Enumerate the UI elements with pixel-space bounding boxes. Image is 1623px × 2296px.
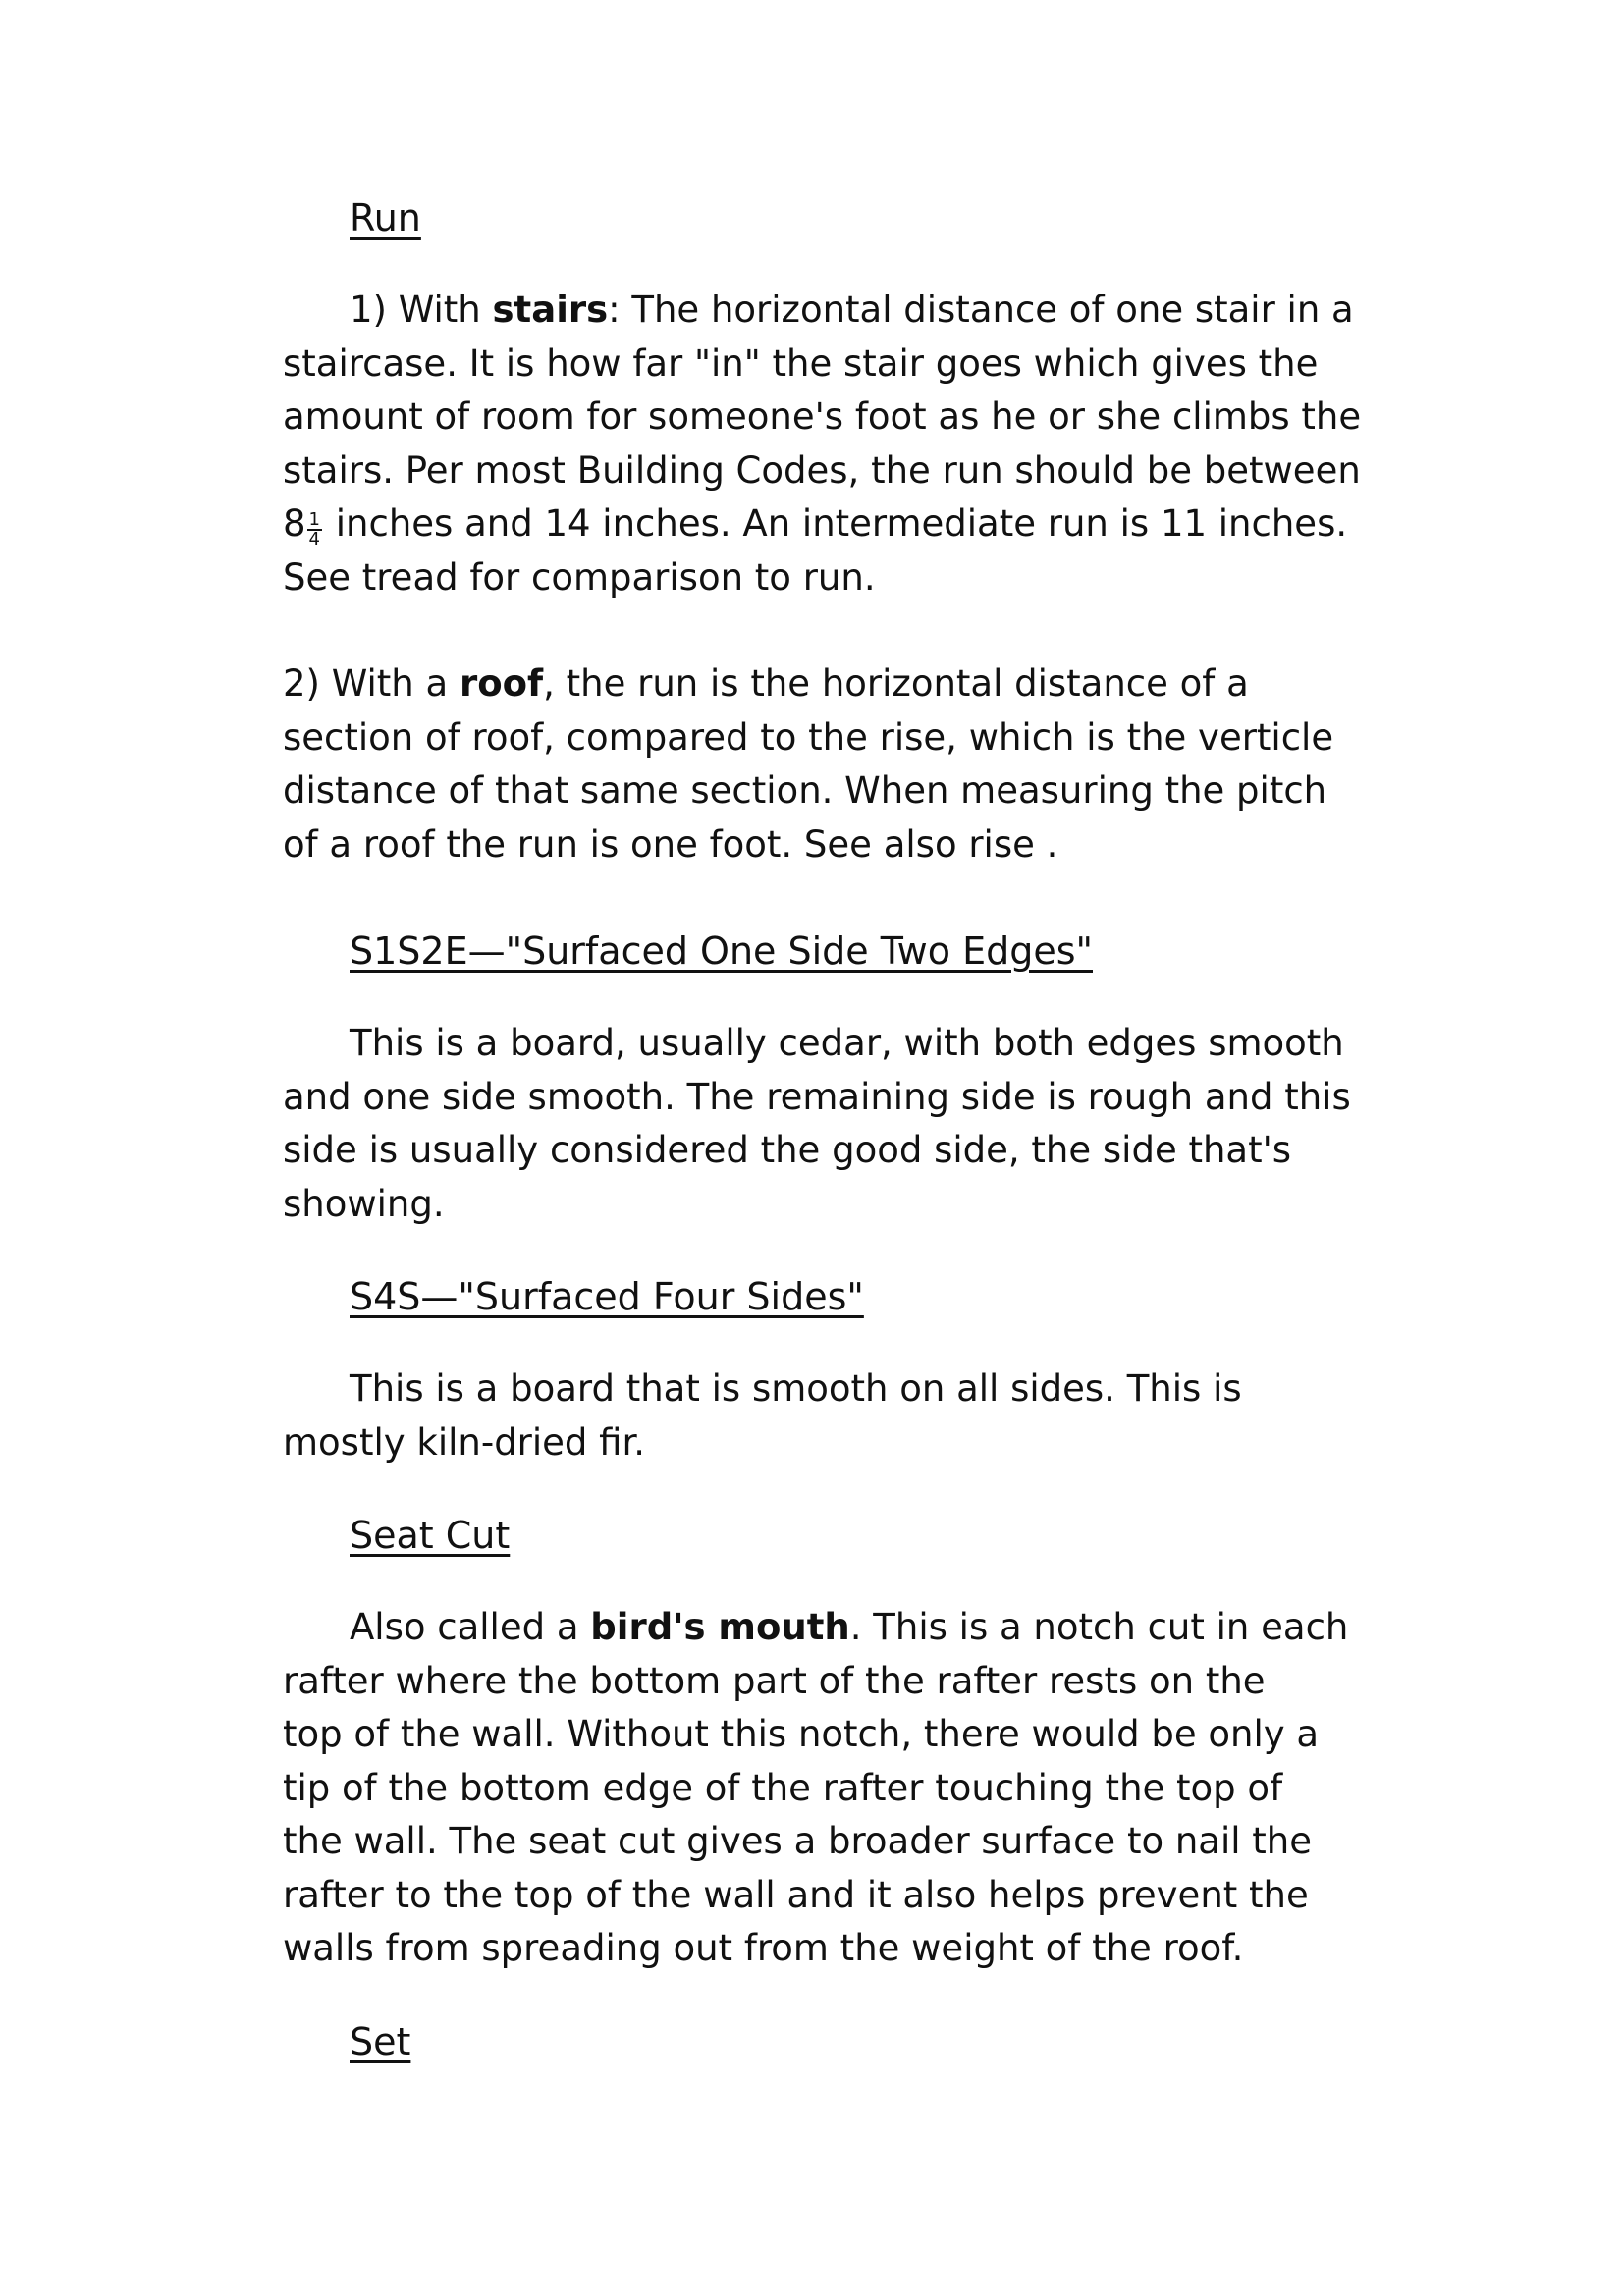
text-line: of a roof the run is one foot. See also rise .	[283, 823, 1058, 866]
text-line: This is a board that is smooth on all sides. This is	[350, 1367, 1242, 1410]
paragraph-run-stairs	[283, 284, 1363, 605]
paragraph-seat-cut	[283, 1601, 1363, 1976]
paragraph-run-roof	[283, 658, 1363, 872]
text-line: rafter to the top of the wall and it also helps prevent the	[283, 1873, 1309, 1916]
heading-s4s: S4S—"Surfaced Four Sides"	[350, 1275, 864, 1318]
heading-s1s2e: S1S2E—"Surfaced One Side Two Edges"	[350, 930, 1093, 973]
text-line: 2) With a roof, the run is the horizontal distance of a	[283, 663, 1249, 705]
text-line: mostly kiln-dried fir.	[283, 1420, 646, 1464]
text-line: side is usually considered the good side, the side that's	[283, 1129, 1292, 1171]
text-line: showing.	[283, 1182, 445, 1225]
heading-run: Run	[350, 196, 421, 240]
text-line: tip of the bottom edge of the rafter touching the top of	[283, 1766, 1283, 1809]
text-line: the wall. The seat cut gives a broader surface to nail the	[283, 1820, 1313, 1862]
bold-term-birds-mouth: bird's mouth	[590, 1606, 850, 1648]
text-line: This is a board, usually cedar, with both edges smooth	[350, 1022, 1344, 1064]
text-line: rafter where the bottom part of the rafter rests on the	[283, 1659, 1266, 1702]
text-line: See tread for comparison to run.	[283, 556, 876, 599]
paragraph-s4s	[283, 1362, 1363, 1469]
document-body	[283, 191, 1363, 2108]
text-line: 8 $\frac{1}{4}$ inches and 14 inches. An intermediate run is 11 inches.	[283, 503, 1348, 550]
heading-seat-cut: Seat Cut	[350, 1514, 511, 1557]
heading-set: Set	[350, 2019, 411, 2063]
text-line: amount of room for someone's foot as he or she climbs the	[283, 396, 1362, 438]
text-line: stairs. Per most Building Codes, the run should be between	[283, 449, 1361, 492]
text-line: distance of that same section. When measuring the pitch	[283, 770, 1327, 812]
text-line: walls from spreading out from the weight of the roof.	[283, 1927, 1244, 1969]
bold-term-stairs: stairs	[492, 289, 609, 331]
text-line: 1) With stairs: The horizontal distance of one stair in a	[350, 289, 1354, 331]
bold-term-roof: roof	[459, 663, 544, 705]
fraction-one-quarter: $\frac{1}{4}$	[308, 509, 320, 550]
paragraph-s1s2e	[283, 1017, 1363, 1231]
text-line: Also called a bird's mouth. This is a notch cut in each	[350, 1606, 1349, 1648]
text-line: section of roof, compared to the rise, which is the verticle	[283, 716, 1334, 759]
text-line: top of the wall. Without this notch, there would be only a	[283, 1713, 1320, 1755]
text-line: staircase. It is how far "in" the stair goes which gives the	[283, 342, 1319, 385]
text-line: and one side smooth. The remaining side is rough and this	[283, 1075, 1351, 1118]
